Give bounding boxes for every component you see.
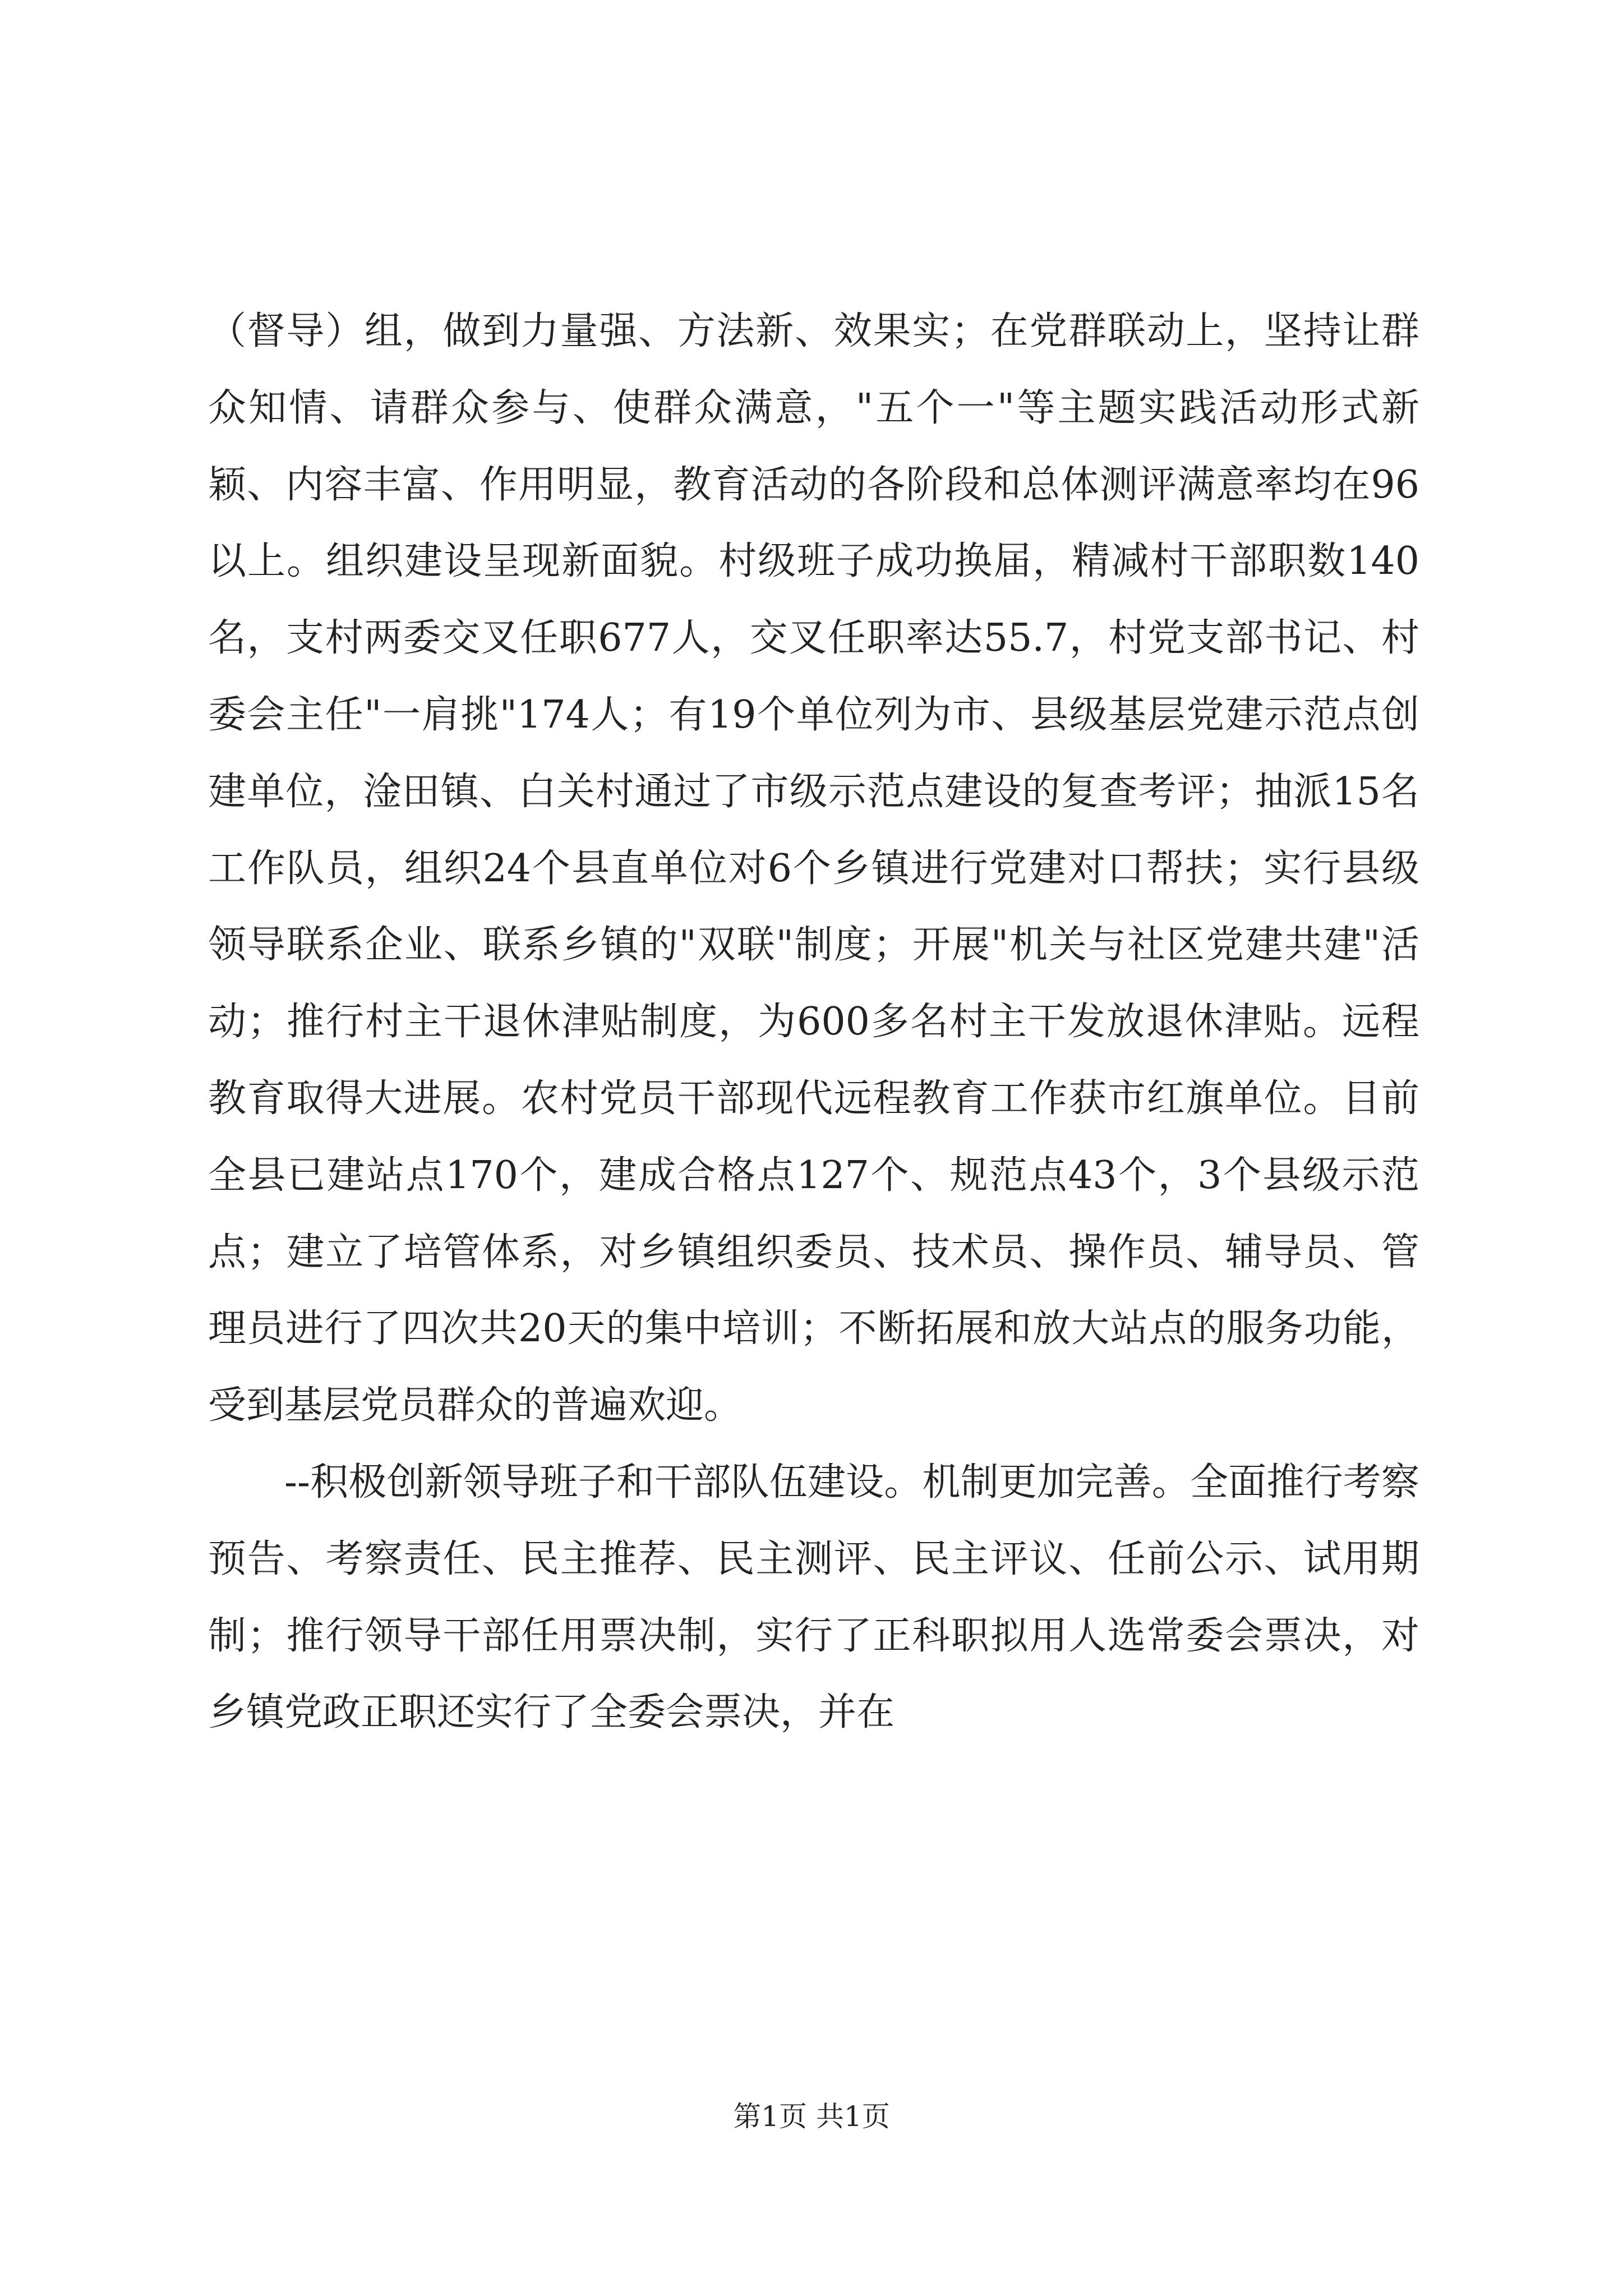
document-body (208, 293, 1419, 1751)
page-footer: 第1页 共1页 (733, 2100, 890, 2133)
paragraph-continued: （督导）组，做到力量强、方法新、效果实；在党群联动上，坚持让群众知情、请群众参与、使群众满意，"五个一"等主题实践活动形式新颖、内容丰富、作用明显，教育活动的各阶段和总体测评满意率均在96以上。组织建设呈现新面貌。村级班子成功换届，精减村干部职数140名，支村两委交叉任职677人，交叉任职率达55.7，村党支部书记、村委会主任"一肩挑"174人；有19个单位列为市、县级基层党建示范点创建单位，淦田镇、白关村通过了市级示范点建设的复查考评；抽派15名工作队员，组织24个县直单位对6个乡镇进行党建对口帮扶；实行县级领导联系企业、联系乡镇的"双联"制度；开展"机关与社区党建共建"活动；推行村主干退休津贴制度，为600多名村主干发放退休津贴。远程教育取得大进展。农村党员干部现代远程教育工作获市红旗单位。目前全县已建站点170个，建成合格点127个、规范点43个，3个县级示范点；建立了培管体系，对乡镇组织委员、技术员、操作员、辅导员、管理员进行了四次共20天的集中培训；不断拓展和放大站点的服务功能，受到基层党员群众的普遍欢迎。 (208, 309, 1419, 1428)
paragraph-leadership: --积极创新领导班子和干部队伍建设。机制更加完善。全面推行考察预告、考察责任、民主推荐、民主测评、民主评议、任前公示、试用期制；推行领导干部任用票决制，实行了正科职拟用人选常委会票决，对乡镇党政正职还实行了全委会票决，并在 (208, 1460, 1419, 1735)
